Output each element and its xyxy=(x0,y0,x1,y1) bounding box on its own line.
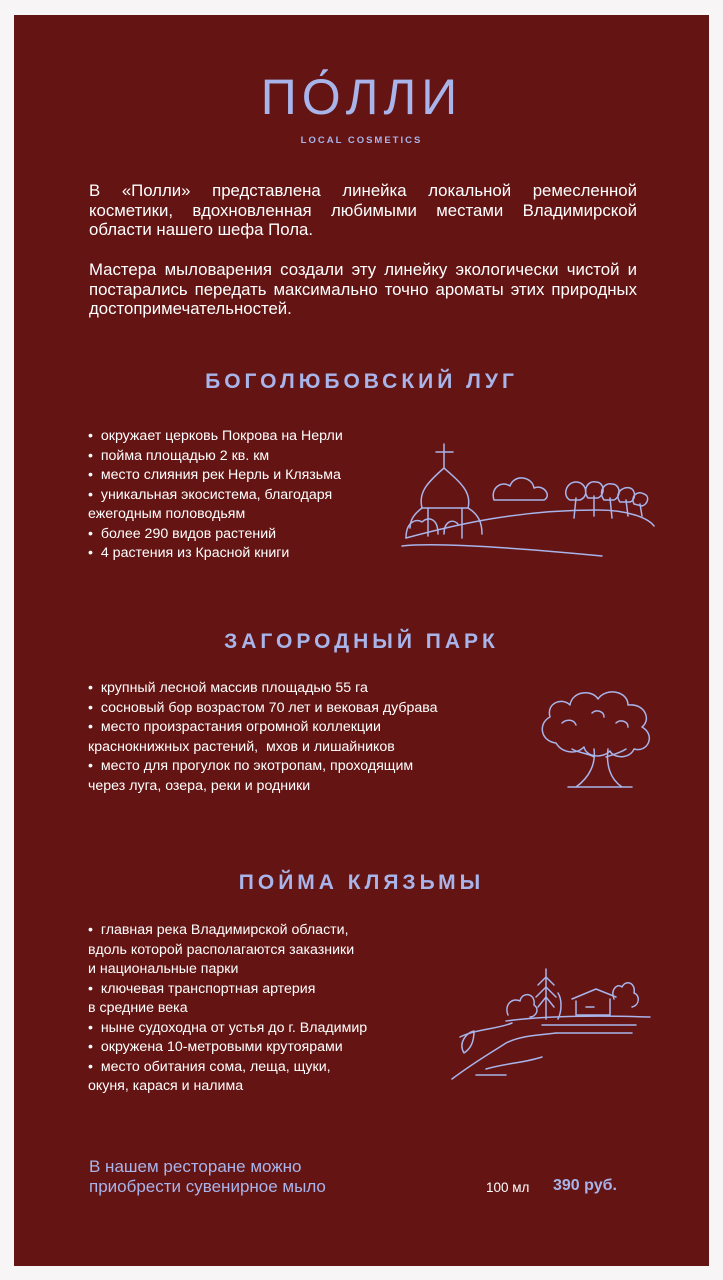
list-item: • сосновый бор возрастом 70 лет и вековая дубрава xyxy=(88,699,438,716)
list-item: • крупный лесной массив площадью 55 га xyxy=(88,680,368,696)
section-title-bogolyubovo: БОГОЛЮБОВСКИЙ ЛУГ xyxy=(205,370,518,393)
church-meadow-illustration xyxy=(398,438,658,558)
list-item: через луга, озера, реки и родники xyxy=(88,777,311,794)
list-item: • пойма площадью 2 кв. км xyxy=(88,447,270,464)
section-title-klyazma: ПОЙМА КЛЯЗЬМЫ xyxy=(238,871,485,894)
list-item: • ныне судоходна от устья до г. Владимир xyxy=(88,1019,368,1036)
river-village-illustration xyxy=(446,963,656,1081)
brand-subtitle: LOCAL COSMETICS xyxy=(300,135,423,146)
section-title-zagorodny: ЗАГОРОДНЫЙ ПАРК xyxy=(224,630,499,653)
list-item: и национальные парки xyxy=(88,961,239,977)
list-item: ежегодным половодьям xyxy=(88,506,246,522)
product-price: 390 руб. xyxy=(553,1177,617,1194)
list-item: вдоль которой располагаются заказники xyxy=(88,941,355,958)
list-item: краснокнижных растений, мхов и лишайников xyxy=(88,738,395,755)
list-item: • место слияния рек Нерль и Клязьма xyxy=(88,467,341,483)
list-item: • место обитания сома, леща, щуки, xyxy=(88,1058,331,1075)
footer-line-2: приобрести сувенирное мыло xyxy=(89,1176,326,1196)
list-item: • ключевая транспортная артерия xyxy=(88,980,316,997)
section-list-klyazma xyxy=(88,921,367,1097)
brand-logo: ПО́ЛЛИ xyxy=(260,69,463,125)
list-item: • место произрастания огромной коллекции xyxy=(88,719,381,735)
product-volume: 100 мл xyxy=(486,1180,530,1195)
footer-note xyxy=(89,1157,326,1196)
intro-paragraph-2: Мастера мыловарения создали эту линейку экологически чистой и постарались передать максимально точно ароматы этих природных достопримечательностей. xyxy=(89,260,637,318)
section-list-bogolyubovo xyxy=(88,427,343,564)
list-item: • окружена 10-метровыми крутоярами xyxy=(88,1039,343,1055)
footer-line-1: В нашем ресторане можно xyxy=(89,1157,302,1176)
list-item: в средние века xyxy=(88,1000,188,1016)
list-item: • 4 растения из Красной книги xyxy=(88,545,290,561)
oak-tree-illustration xyxy=(532,683,660,793)
list-item: • более 290 видов растений xyxy=(88,525,277,542)
list-item: • уникальная экосистема, благодаря xyxy=(88,486,333,503)
list-item: • окружает церковь Покрова на Нерли xyxy=(88,428,343,444)
list-item: • главная река Владимирской области, xyxy=(88,922,349,938)
intro-paragraph-1: В «Полли» представлена линейка локальной ремесленной косметики, вдохновленная любимыми местами Владимирской области нашего шефа Пола. xyxy=(89,181,637,239)
section-list-zagorodny xyxy=(88,679,438,796)
list-item: • место для прогулок по экотропам, проходящим xyxy=(88,758,414,774)
list-item: окуня, карася и налима xyxy=(88,1078,244,1094)
